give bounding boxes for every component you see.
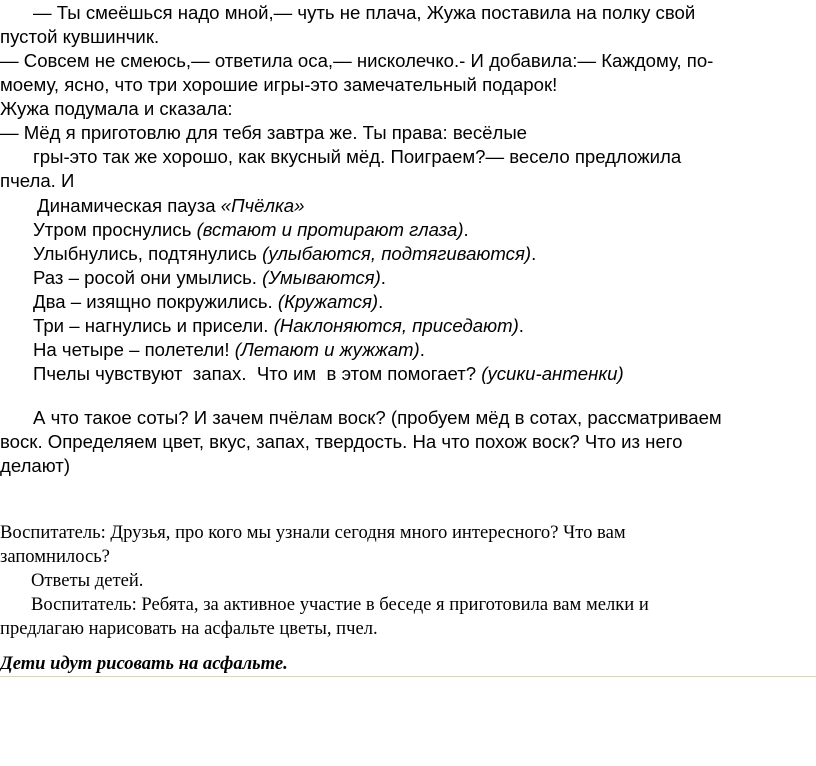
teacher-line-1: Воспитатель: Друзья, про кого мы узнали сегодня много интересного? Что вам (0, 522, 626, 543)
story-line-2: пустой кувшинчик. (0, 26, 160, 47)
final-line: Дети идут рисовать на асфальте. (0, 653, 288, 674)
teacher-line-5: предлагаю нарисовать на асфальте цветы, пчел. (0, 618, 378, 639)
pause-line (0, 218, 816, 242)
pause-line (0, 314, 816, 338)
teacher-line-2: запомнилось? (0, 546, 110, 567)
story-line-5: Жужа подумала и сказала: (0, 98, 233, 119)
story-line-1: — Ты смеёшься надо мной,— чуть не плача, Жужа поставила на полку свой (33, 2, 696, 23)
pause-line (0, 266, 816, 290)
teacher-line-3: Ответы детей. (31, 570, 144, 591)
pause-line-action: (Кружатся) (277, 291, 379, 312)
pause-line-text: Раз – росой они умылись. (33, 267, 263, 288)
pause-line-action: (Летают и жужжат) (234, 339, 420, 360)
teacher-block (0, 521, 816, 641)
pause-line-text: На четыре – полетели! (33, 339, 235, 360)
pause-line-text: Пчелы чувствуют запах. Что им в этом помогает? (33, 363, 482, 384)
pause-line-action: (встают и протирают глаза) (196, 219, 464, 240)
story-line-8: пчела. И (0, 170, 75, 191)
story-line-7: гры-это так же хорошо, как вкусный мёд. Поиграем?— весело предложила (33, 146, 682, 167)
pause-line-end: . (378, 291, 384, 312)
pause-line (0, 338, 816, 362)
honeycomb-line-3: делают) (0, 455, 71, 476)
honeycomb-paragraph (0, 406, 816, 478)
pause-line-text: Улыбнулись, подтянулись (33, 243, 263, 264)
pause-title-italic: «Пчёлка» (220, 195, 305, 216)
pause-title-plain: Динамическая пауза (37, 195, 221, 216)
pause-line-end: . (463, 219, 469, 240)
pause-line (0, 362, 816, 386)
pause-line-end: . (518, 315, 524, 336)
story-line-6: — Мёд я приготовлю для тебя завтра же. Ты права: весёлые (0, 122, 528, 143)
pause-line-text: Три – нагнулись и присели. (33, 315, 274, 336)
pause-line-text: Два – изящно покружились. (33, 291, 278, 312)
final-line-block (0, 652, 816, 676)
honeycomb-line-1: А что такое соты? И зачем пчёлам воск? (пробуем мёд в сотах, рассматриваем (33, 407, 722, 428)
pause-line-end: . (419, 339, 425, 360)
pause-line-end: . (380, 267, 386, 288)
story-line-3: — Совсем не смеюсь,— ответила оса,— нисколечко.- И добавила:— Каждому, по- (0, 50, 714, 71)
pause-line-end: . (531, 243, 537, 264)
pause-line-text: Утром проснулись (33, 219, 197, 240)
pause-block (0, 194, 816, 386)
pause-line-action: (улыбаются, подтягиваются) (262, 243, 532, 264)
pause-title (0, 194, 816, 218)
pause-line (0, 242, 816, 266)
divider-rule (0, 676, 816, 677)
story-block (0, 1, 816, 193)
pause-line-action: (усики-антенки) (481, 363, 624, 384)
pause-line-action: (Наклоняются, приседают) (273, 315, 519, 336)
teacher-line-4: Воспитатель: Ребята, за активное участие в беседе я приготовила вам мелки и (31, 594, 649, 615)
honeycomb-line-2: воск. Определяем цвет, вкус, запах, твердость. На что похож воск? Что из него (0, 431, 683, 452)
pause-line-action: (Умываются) (262, 267, 381, 288)
story-line-4: моему, ясно, что три хорошие игры-это замечательный подарок! (0, 74, 558, 95)
pause-line (0, 290, 816, 314)
